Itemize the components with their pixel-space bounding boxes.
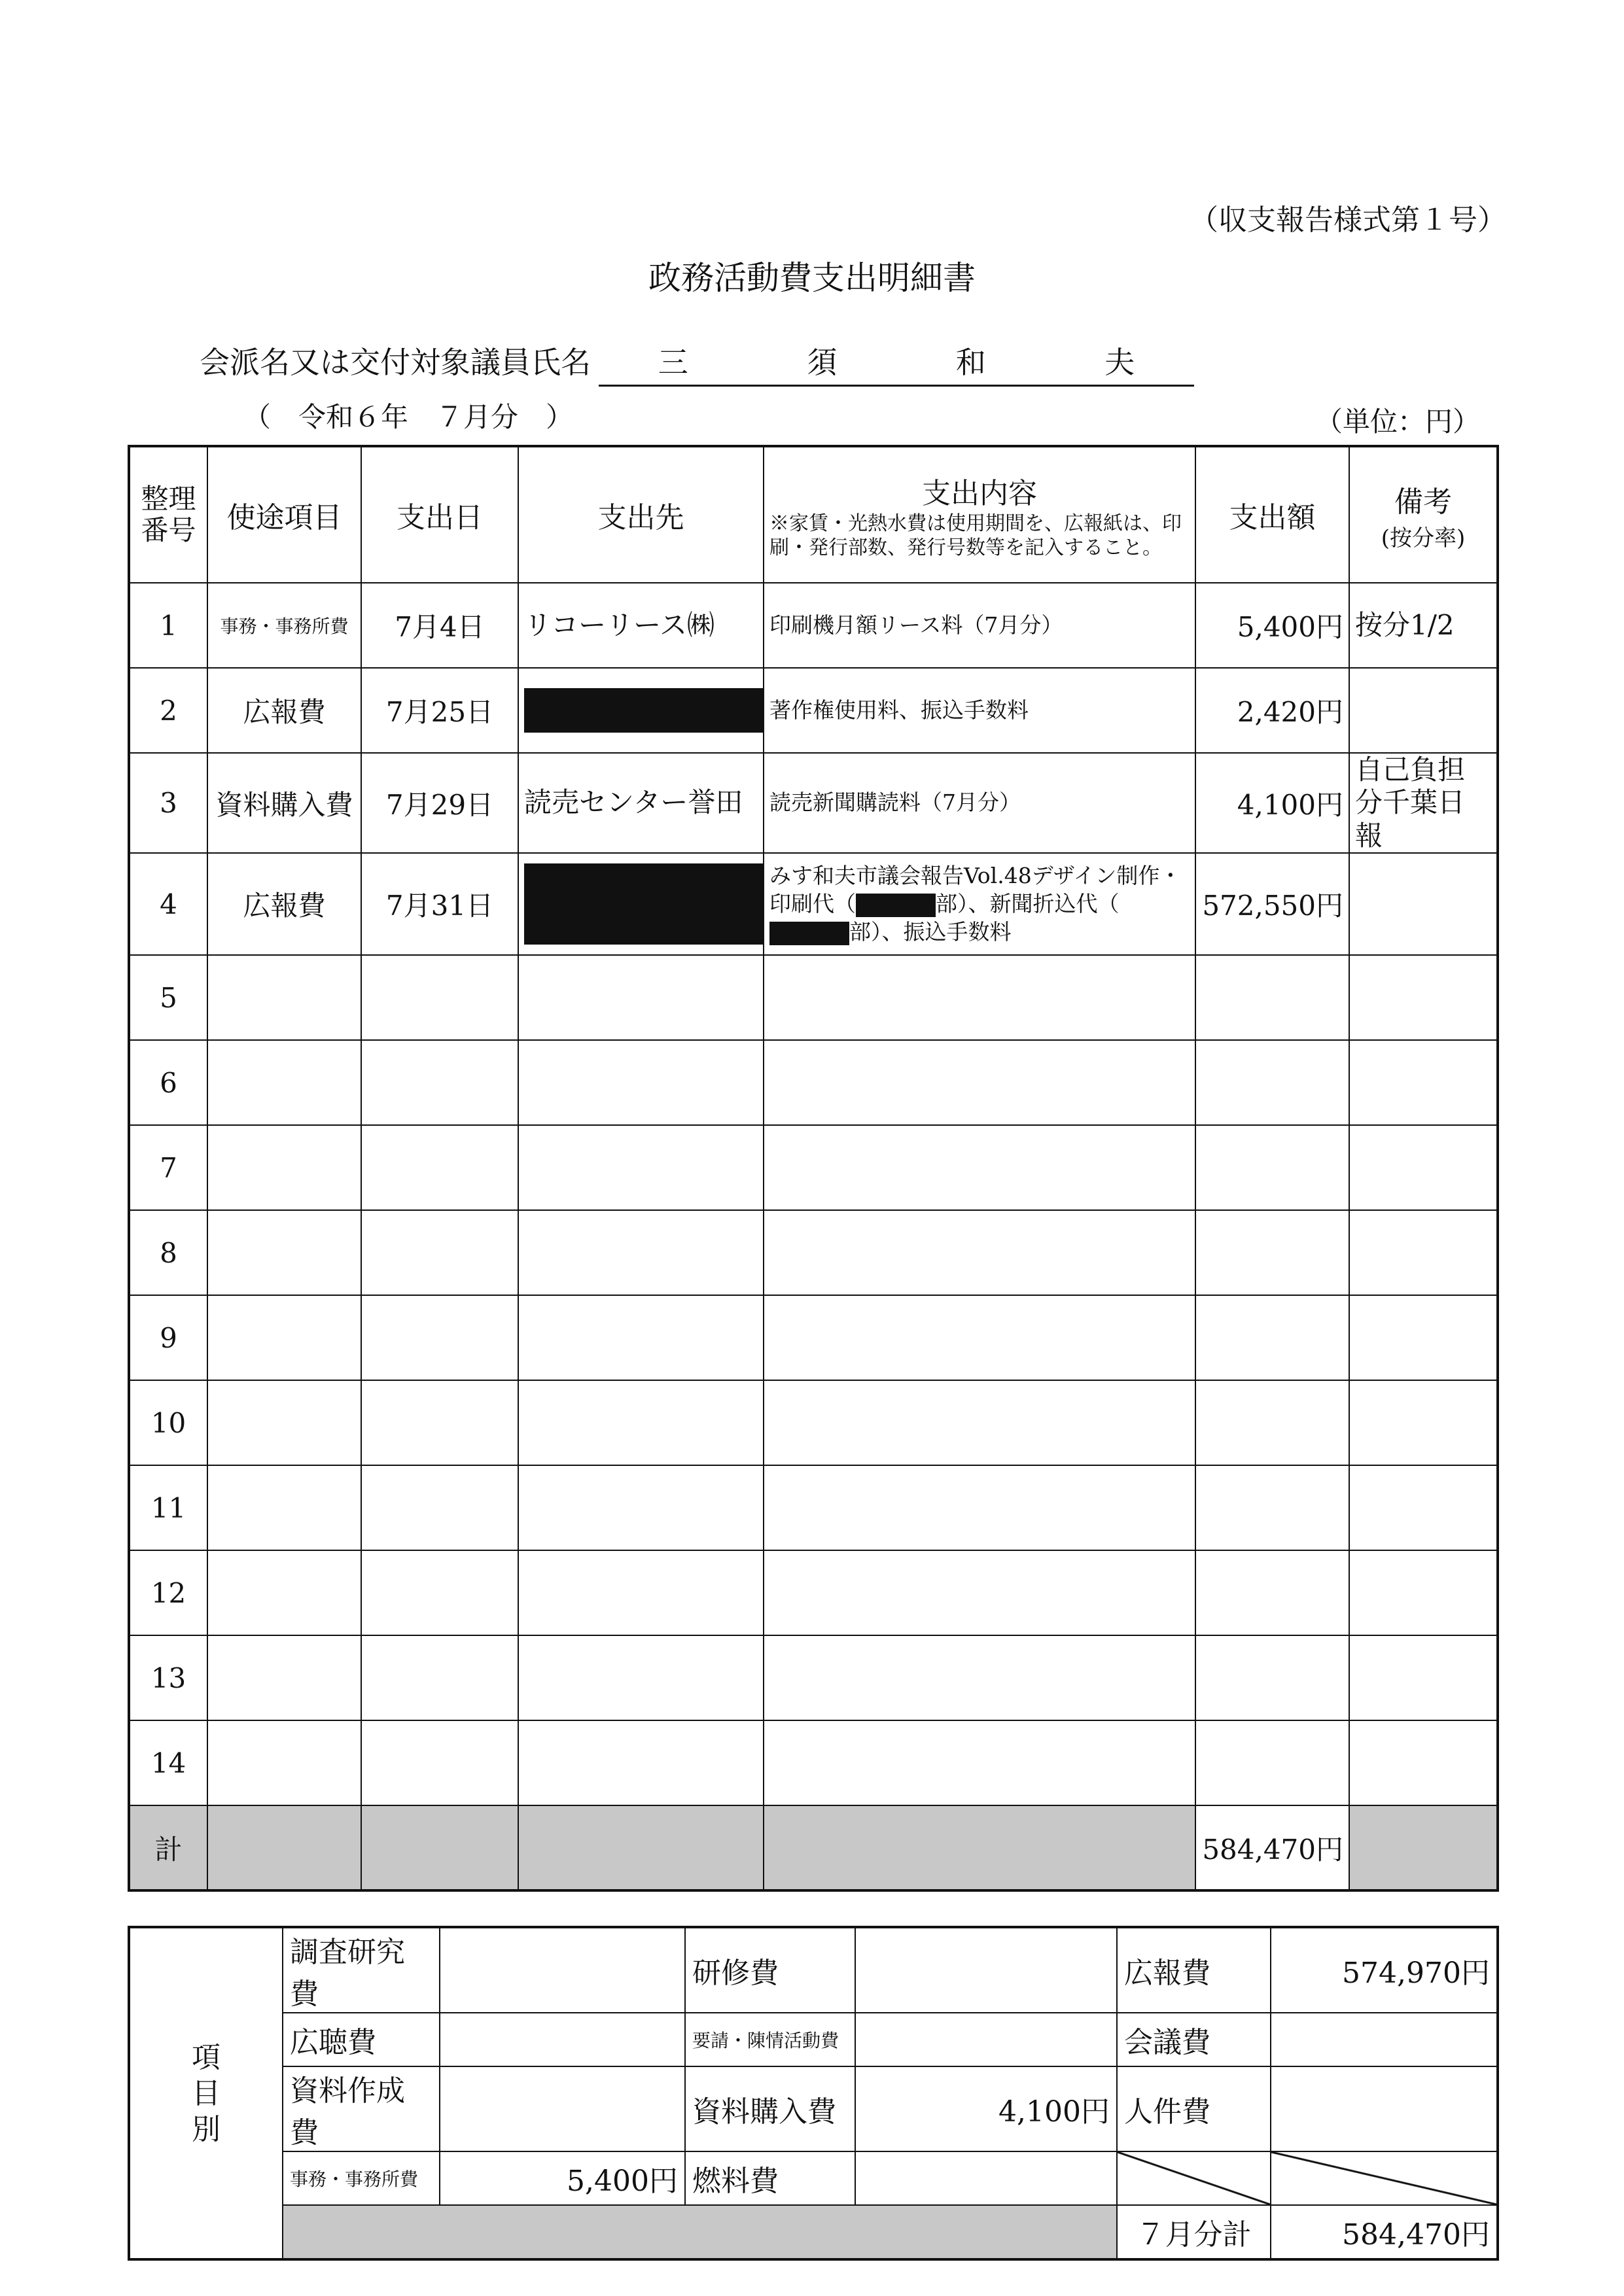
summary-amount: 574,970円 [1271,1927,1498,2013]
member-name-char: 夫 [1104,345,1135,380]
row-date: 7月29日 [361,753,518,853]
side-char: 別 [192,2112,221,2146]
summary-amount [855,1927,1117,2013]
row-note: 自己負担分千葉日報 [1349,753,1498,853]
row-amount: 2,420円 [1195,668,1349,753]
side-char: 目 [192,2076,221,2110]
party-label: 会派名又は交付対象議員氏名 [200,345,591,380]
row-num: 9 [129,1295,207,1380]
desc-part: みす和夫市議会報告Vol.48デザイン制作・印刷代（ [769,862,1182,916]
row-num: 13 [129,1635,207,1720]
table-row [129,1040,1498,1125]
header-content [764,446,1195,583]
row-note: 按分1/2 [1349,583,1498,668]
row-description: 印刷機月額リース料（7月分） [764,583,1195,668]
header-note-sub: (按分率) [1381,525,1466,551]
row-date: 7月25日 [361,668,518,753]
summary-category: 人件費 [1117,2066,1271,2151]
summary-amount: 5,400円 [440,2151,685,2205]
summary-category: 要請・陳情活動費 [685,2013,855,2066]
table-row [129,1210,1498,1295]
row-category: 事務・事務所費 [207,583,361,668]
member-name-char: 三 [658,345,688,380]
summary-gray-band [283,2205,1117,2259]
member-name [599,339,1194,387]
table-row [129,753,1498,853]
summary-category: 事務・事務所費 [283,2151,440,2205]
document-title: 政務活動費支出明細書 [648,259,976,297]
row-num: 8 [129,1210,207,1295]
row-payee: 読売センター誉田 [518,753,764,853]
header-payee: 支出先 [518,446,764,583]
row-num: 12 [129,1550,207,1635]
total-label: 計 [129,1805,207,1890]
row-amount: 572,550円 [1195,853,1349,955]
redaction-block [524,688,764,733]
summary-amount [855,2013,1117,2066]
header-date: 支出日 [361,446,518,583]
row-num: 6 [129,1040,207,1125]
table-row [129,1550,1498,1635]
table-row [129,853,1498,955]
member-name-char: 須 [807,345,838,380]
total-row [129,1805,1498,1890]
summary-amount [440,2066,685,2151]
row-num: 10 [129,1380,207,1465]
row-description: 著作権使用料、振込手数料 [764,668,1195,753]
row-description: 読売新聞購読料（7月分） [764,753,1195,853]
side-char: 項 [192,2040,221,2074]
table-row [129,583,1498,668]
summary-category: 広報費 [1117,1927,1271,2013]
row-num: 14 [129,1720,207,1805]
summary-category: 会議費 [1117,2013,1271,2066]
redaction-block [769,922,849,945]
row-category: 広報費 [207,853,361,955]
row-payee-redacted [518,853,764,955]
table-header-row [129,446,1498,583]
table-row [129,1125,1498,1210]
header-content-note: ※家賃・光熱水費は使用期間を、広報紙は、印刷・発行部数、発行号数等を記入すること。 [769,512,1182,559]
row-date: 7月31日 [361,853,518,955]
row-num: 1 [129,583,207,668]
header-note-title: 備考 [1394,485,1452,519]
header-note [1349,446,1498,583]
summary-category: 調査研究費 [283,1927,440,2013]
expense-table [128,445,1499,1892]
desc-part: 部）、振込手数料 [849,918,1012,945]
summary-total-row [129,2205,1498,2259]
summary-total-label: ７月分計 [1117,2205,1271,2259]
row-payee-redacted [518,668,764,753]
table-row [129,1380,1498,1465]
period-label: （ 令和６年 ７月分 ） [243,401,574,433]
row-num: 5 [129,955,207,1040]
form-label: （収支報告様式第１号） [1190,203,1506,237]
total-amount: 584,470円 [1195,1805,1349,1890]
row-note [1349,668,1498,753]
table-row [129,668,1498,753]
row-payee: リコーリース㈱ [518,583,764,668]
header-num: 整理番号 [129,446,207,583]
row-num: 4 [129,853,207,955]
desc-part: 部）、新聞折込代（ [936,890,1120,916]
row-note [1349,853,1498,955]
row-num: 11 [129,1465,207,1550]
summary-amount [855,2151,1117,2205]
summary-row [129,2066,1498,2151]
row-category: 広報費 [207,668,361,753]
summary-row [129,2013,1498,2066]
table-row [129,1635,1498,1720]
row-description [764,853,1195,955]
unit-label: （単位：円） [1315,406,1480,438]
summary-amount [440,1927,685,2013]
row-amount: 5,400円 [1195,583,1349,668]
row-num: 7 [129,1125,207,1210]
table-row [129,955,1498,1040]
row-date: 7月4日 [361,583,518,668]
row-num: 2 [129,668,207,753]
header-amount: 支出額 [1195,446,1349,583]
summary-amount: 4,100円 [855,2066,1117,2151]
table-row [129,1720,1498,1805]
row-amount: 4,100円 [1195,753,1349,853]
summary-total-amount: 584,470円 [1271,2205,1498,2259]
redaction-block [856,894,936,917]
member-name-char: 和 [955,345,986,380]
table-row [129,1465,1498,1550]
summary-amount [1271,2066,1498,2151]
summary-category: 資料作成費 [283,2066,440,2151]
summary-category: 研修費 [685,1927,855,2013]
empty-slashed-cell [1117,2151,1271,2205]
summary-side-label [129,1927,283,2259]
summary-amount [1271,2013,1498,2066]
summary-row [129,1927,1498,2013]
summary-amount [440,2013,685,2066]
table-row [129,1295,1498,1380]
summary-category: 資料購入費 [685,2066,855,2151]
row-category: 資料購入費 [207,753,361,853]
redaction-block [524,863,764,945]
category-summary-table [128,1926,1499,2261]
row-num: 3 [129,753,207,853]
header-content-title: 支出内容 [922,476,1037,510]
header-category: 使途項目 [207,446,361,583]
summary-category: 広聴費 [283,2013,440,2066]
summary-row [129,2151,1498,2205]
summary-category: 燃料費 [685,2151,855,2205]
empty-slashed-cell [1271,2151,1498,2205]
